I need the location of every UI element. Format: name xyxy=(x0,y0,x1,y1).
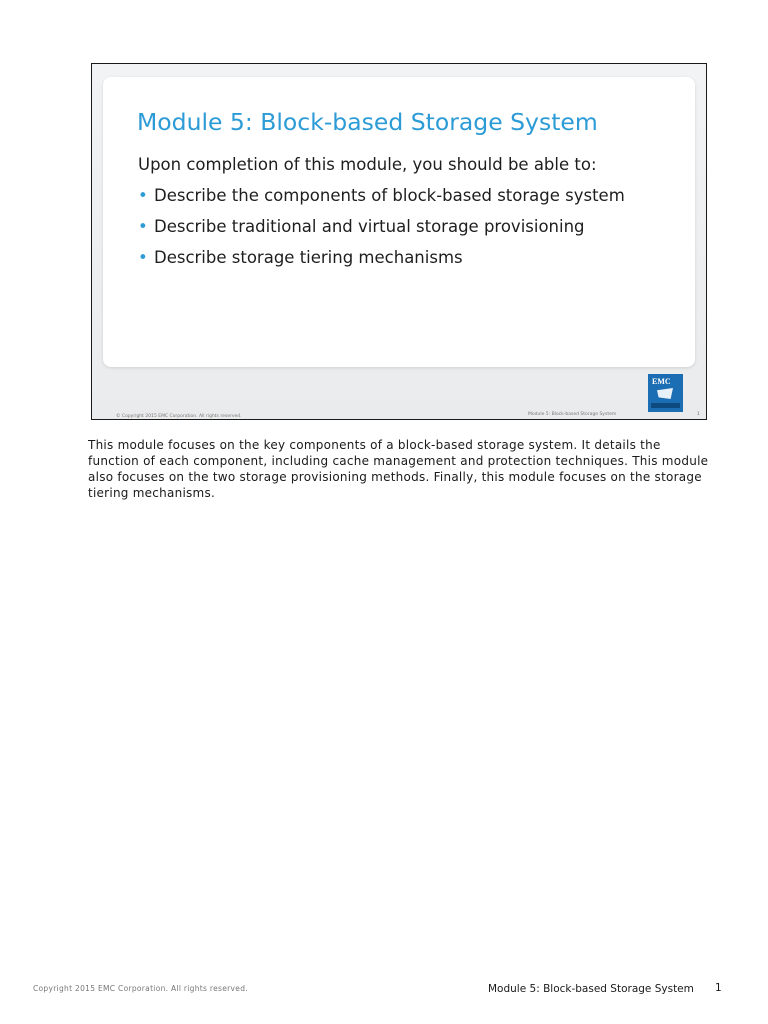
emc-logo-icon xyxy=(648,374,683,412)
slide-content-panel xyxy=(103,77,695,367)
page-number: 1 xyxy=(715,982,722,994)
speaker-notes: This module focuses on the key components of a block-based storage system. It details the function of each component, including cache management and protection techniques. This module also focuses on the two storage provisioning methods. Finally, this module focuses on the storage tiering mechanisms. xyxy=(88,438,709,500)
bullet-icon: • xyxy=(138,217,148,236)
objective-item xyxy=(138,217,625,248)
slide-copyright: © Copyright 2015 EMC Corporation. All rights reserved. xyxy=(116,414,242,419)
slide-thumbnail xyxy=(91,63,707,420)
page-copyright: Copyright 2015 EMC Corporation. All rights reserved. xyxy=(33,984,248,993)
objective-text: Describe traditional and virtual storage provisioning xyxy=(154,217,585,236)
objective-item xyxy=(138,186,625,217)
slide-module-name: Module 5: Block-based Storage System xyxy=(528,412,617,417)
page-module-name: Module 5: Block-based Storage System xyxy=(488,983,694,995)
slide-page-number: 1 xyxy=(697,412,700,417)
objectives-list xyxy=(138,186,625,279)
objective-text: Describe storage tiering mechanisms xyxy=(154,248,463,267)
slide-title: Module 5: Block-based Storage System xyxy=(137,108,598,136)
objective-item xyxy=(138,248,625,279)
logo-band xyxy=(651,403,680,408)
objective-text: Describe the components of block-based storage system xyxy=(154,186,625,205)
bullet-icon: • xyxy=(138,186,148,205)
emc-logo-text: EMC xyxy=(652,377,671,386)
flag-icon xyxy=(657,388,673,399)
slide-intro: Upon completion of this module, you should be able to: xyxy=(138,155,597,174)
bullet-icon: • xyxy=(138,248,148,267)
